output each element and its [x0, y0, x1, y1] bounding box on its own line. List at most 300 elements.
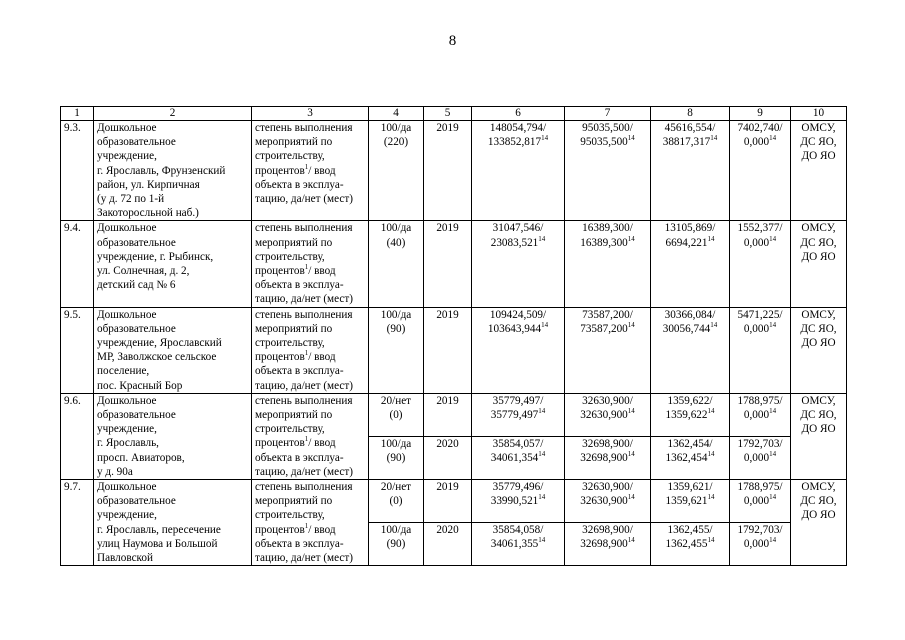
value-text: 38817,317	[662, 136, 711, 149]
value-line	[475, 408, 561, 422]
column-header: 5	[424, 107, 472, 121]
cell-line: Дошкольное	[97, 222, 157, 235]
object-name-cell	[94, 221, 252, 307]
footnote-mark: 1	[304, 349, 309, 358]
cell-line: (у д. 72 по 1-й	[97, 193, 165, 206]
target-cell	[369, 393, 424, 436]
value-text: 34061,355	[490, 538, 539, 551]
value-text: 73587,200	[580, 322, 628, 335]
indicator-line: мероприятий по	[255, 409, 333, 422]
executor-cell	[791, 307, 847, 393]
indicator-line: строительству,	[255, 509, 325, 522]
value-line: 1792,703/	[737, 437, 783, 450]
indicator-line: тацию, да/нет (мест)	[255, 379, 353, 392]
year: 2020	[436, 437, 459, 450]
cell-line: ДС ЯО,	[800, 236, 837, 249]
target-cell	[369, 480, 424, 523]
value-text: 133852,817	[487, 136, 542, 149]
indicator-line	[255, 164, 365, 178]
value-text: 1362,455	[665, 538, 708, 551]
footnote-mark: 14	[627, 493, 635, 502]
value-line: 7402,740/	[737, 122, 783, 134]
indicator-line	[255, 436, 365, 450]
value-line: 95035,500/	[582, 122, 633, 134]
value-cell-c6	[472, 393, 565, 436]
target-cell	[369, 436, 424, 479]
footnote-mark: 14	[710, 320, 718, 329]
footnote-mark: 14	[707, 493, 715, 502]
cell-line: Дошкольное	[97, 308, 157, 321]
cell-line: 100/да	[380, 308, 412, 321]
cell-line: ул. Солнечная, д. 2,	[97, 265, 190, 278]
value-text: 0,000	[743, 136, 770, 149]
cell-line: учреждение, Ярославский	[97, 337, 222, 350]
indicator-cell	[252, 221, 369, 307]
value-text: 32630,900	[580, 495, 628, 508]
value-line	[733, 322, 787, 336]
value-line: 73587,200/	[582, 308, 633, 321]
value-line	[654, 135, 726, 149]
value-cell-c6	[472, 523, 565, 566]
column-header: 10	[791, 107, 847, 121]
target-cell	[369, 307, 424, 393]
indicator-text: процентов	[255, 164, 305, 177]
cell-line: г. Ярославль,	[97, 437, 159, 450]
year: 2019	[436, 308, 459, 321]
column-header: 4	[369, 107, 424, 121]
indicator-text: / ввод	[308, 351, 336, 364]
value-line	[568, 135, 647, 149]
indicator-line: тацию, да/нет (мест)	[255, 552, 353, 565]
footnote-mark: 14	[769, 407, 777, 416]
value-line	[475, 135, 561, 149]
indicator-text: / ввод	[308, 164, 336, 177]
value-line: 16389,300/	[582, 222, 633, 235]
cell-line: поселение,	[97, 365, 150, 378]
indicator-line: степень выполнения	[255, 308, 353, 321]
value-line	[733, 537, 787, 551]
indicator-line: степень выполнения	[255, 222, 353, 235]
cell-line: 100/да	[380, 437, 412, 450]
value-cell-c7	[565, 393, 651, 436]
value-line: 1362,455/	[667, 524, 713, 537]
row-number: 9.6.	[64, 394, 81, 407]
indicator-line: объекта в эксплуа-	[255, 279, 344, 292]
executor-cell	[791, 121, 847, 221]
table-row	[61, 307, 847, 393]
value-cell-c9	[730, 393, 791, 436]
value-cell-c9	[730, 221, 791, 307]
value-text: 23083,521	[490, 236, 539, 249]
value-text: 30056,744	[662, 322, 711, 335]
indicator-text: процентов	[255, 351, 305, 364]
table-row	[61, 121, 847, 221]
value-line: 1362,454/	[667, 437, 713, 450]
cell-line: район, ул. Кирпичная	[97, 178, 200, 191]
cell-line: (40)	[386, 236, 406, 249]
executor-cell	[791, 393, 847, 479]
value-line: 45616,554/	[664, 122, 716, 134]
executor-cell	[791, 221, 847, 307]
value-line	[475, 451, 561, 465]
value-cell-c8	[651, 480, 730, 523]
value-line	[654, 494, 726, 508]
value-line: 148054,794/	[489, 122, 547, 134]
cell-line: образовательное	[97, 136, 176, 149]
cell-line: Дошкольное	[97, 122, 157, 134]
column-header: 2	[94, 107, 252, 121]
cell-line: образовательное	[97, 409, 176, 422]
indicator-text: процентов	[255, 265, 305, 278]
cell-line: просп. Авиаторов,	[97, 451, 185, 464]
indicator-cell	[252, 393, 369, 479]
cell-line: образовательное	[97, 322, 176, 335]
footnote-mark: 14	[627, 134, 635, 143]
program-table	[60, 106, 847, 566]
row-number: 9.4.	[64, 222, 81, 235]
value-text: 35779,497	[490, 409, 539, 422]
cell-line: 20/нет	[380, 481, 412, 494]
cell-line: (0)	[389, 495, 403, 508]
indicator-line	[255, 523, 365, 537]
value-line	[733, 494, 787, 508]
value-line	[475, 236, 561, 250]
cell-line: г. Ярославль, пересечение	[97, 523, 221, 536]
value-cell-c9	[730, 307, 791, 393]
value-cell-c6	[472, 221, 565, 307]
value-text: 1362,454	[665, 452, 708, 465]
column-number-row	[61, 107, 847, 121]
value-cell-c8	[651, 307, 730, 393]
footnote-mark: 14	[710, 134, 718, 143]
value-cell-c7	[565, 221, 651, 307]
value-text: 34061,354	[490, 452, 539, 465]
column-header: 3	[252, 107, 369, 121]
indicator-line: тацию, да/нет (мест)	[255, 293, 353, 306]
year-cell	[424, 307, 472, 393]
value-cell-c8	[651, 221, 730, 307]
value-line: 109424,509/	[489, 308, 547, 321]
value-cell-c6	[472, 480, 565, 523]
footnote-mark: 14	[538, 407, 546, 416]
indicator-line	[255, 264, 365, 278]
indicator-text: / ввод	[308, 437, 336, 450]
target-cell	[369, 121, 424, 221]
indicator-cell	[252, 307, 369, 393]
value-cell-c8	[651, 436, 730, 479]
value-cell-c7	[565, 436, 651, 479]
column-header: 8	[651, 107, 730, 121]
footnote-mark: 14	[627, 407, 635, 416]
value-line: 32698,900/	[582, 524, 633, 537]
cell-line: ОМСУ,	[801, 122, 836, 134]
indicator-cell	[252, 121, 369, 221]
footnote-mark: 14	[769, 234, 777, 243]
cell-line: детский сад № 6	[97, 279, 176, 292]
footnote-mark: 14	[769, 536, 777, 545]
value-text: 0,000	[743, 452, 770, 465]
footnote-mark: 14	[707, 450, 715, 459]
footnote-mark: 1	[304, 435, 309, 444]
cell-line: улиц Наумова и Большой	[97, 537, 218, 550]
indicator-line: степень выполнения	[255, 122, 353, 134]
indicator-line: мероприятий по	[255, 495, 333, 508]
cell-line: МР, Заволжское сельское	[97, 351, 217, 364]
value-line: 30366,084/	[664, 308, 716, 321]
cell-line: Дошкольное	[97, 481, 157, 494]
cell-line: учреждение, г. Рыбинск,	[97, 250, 214, 263]
cell-line: (220)	[383, 136, 409, 149]
value-line	[568, 408, 647, 422]
footnote-mark: 14	[538, 536, 546, 545]
year-cell	[424, 121, 472, 221]
column-header: 9	[730, 107, 791, 121]
cell-line: ДО ЯО	[801, 509, 836, 522]
cell-line: (0)	[389, 409, 403, 422]
value-text: 103643,944	[487, 322, 542, 335]
value-line	[654, 451, 726, 465]
cell-line: ДО ЯО	[801, 337, 836, 350]
value-cell-c9	[730, 121, 791, 221]
value-cell-c8	[651, 523, 730, 566]
footnote-mark: 14	[769, 493, 777, 502]
column-header: 7	[565, 107, 651, 121]
value-line	[475, 537, 561, 551]
value-line: 35854,057/	[492, 437, 544, 450]
cell-line: (90)	[386, 452, 406, 465]
indicator-line: тацию, да/нет (мест)	[255, 465, 353, 478]
value-line	[654, 322, 726, 336]
indicator-line: объекта в эксплуа-	[255, 537, 344, 550]
year-cell	[424, 393, 472, 436]
value-line	[475, 494, 561, 508]
value-line: 32698,900/	[582, 437, 633, 450]
footnote-mark: 14	[627, 234, 635, 243]
page-number: 8	[448, 33, 457, 49]
value-line	[654, 408, 726, 422]
footnote-mark: 1	[304, 521, 309, 530]
value-line	[475, 322, 561, 336]
value-cell-c8	[651, 393, 730, 436]
footnote-mark: 14	[627, 450, 635, 459]
value-cell-c6	[472, 436, 565, 479]
value-cell-c9	[730, 523, 791, 566]
value-line: 1552,377/	[737, 222, 783, 235]
cell-line: ДС ЯО,	[800, 136, 837, 149]
footnote-mark: 14	[769, 134, 777, 143]
value-line	[654, 537, 726, 551]
cell-line: 20/нет	[380, 394, 412, 407]
cell-line: учреждение,	[97, 150, 157, 163]
indicator-text: процентов	[255, 437, 305, 450]
cell-line: ДС ЯО,	[800, 409, 837, 422]
object-name-cell	[94, 480, 252, 566]
value-line: 1359,622/	[667, 394, 713, 407]
indicator-line: строительству,	[255, 337, 325, 350]
value-text: 0,000	[743, 236, 770, 249]
value-text: 32698,900	[580, 538, 628, 551]
value-line: 1788,975/	[737, 394, 783, 407]
value-line: 35854,058/	[492, 524, 544, 537]
cell-line: Дошкольное	[97, 394, 157, 407]
table-row	[61, 393, 847, 436]
value-cell-c9	[730, 480, 791, 523]
cell-line: ОМСУ,	[801, 308, 836, 321]
value-cell-c8	[651, 121, 730, 221]
year-cell	[424, 221, 472, 307]
year: 2020	[436, 524, 459, 537]
cell-line: 100/да	[380, 222, 412, 235]
cell-line: ОМСУ,	[801, 222, 836, 235]
indicator-line: объекта в эксплуа-	[255, 178, 344, 191]
cell-line: образовательное	[97, 495, 176, 508]
value-text: 32698,900	[580, 452, 628, 465]
value-text: 0,000	[743, 538, 770, 551]
value-line	[568, 322, 647, 336]
row-number-cell	[61, 307, 94, 393]
value-line	[733, 451, 787, 465]
indicator-line: мероприятий по	[255, 236, 333, 249]
value-text: 1359,621	[665, 495, 708, 508]
row-number: 9.5.	[64, 308, 81, 321]
value-text: 32630,900	[580, 409, 628, 422]
value-cell-c7	[565, 307, 651, 393]
row-number-cell	[61, 480, 94, 566]
footnote-mark: 14	[707, 234, 715, 243]
cell-line: учреждение,	[97, 423, 157, 436]
value-cell-c9	[730, 436, 791, 479]
footnote-mark: 14	[538, 493, 546, 502]
cell-line: учреждение,	[97, 509, 157, 522]
row-number-cell	[61, 221, 94, 307]
value-line: 5471,225/	[737, 308, 783, 321]
indicator-text: процентов	[255, 523, 305, 536]
indicator-line: тацию, да/нет (мест)	[255, 193, 353, 206]
year: 2019	[436, 122, 459, 134]
cell-line: Закоторосльной наб.)	[97, 207, 199, 220]
cell-line: 100/да	[380, 524, 412, 537]
value-line	[568, 451, 647, 465]
cell-line: образовательное	[97, 236, 176, 249]
value-line: 32630,900/	[582, 394, 633, 407]
value-cell-c7	[565, 480, 651, 523]
indicator-text: / ввод	[308, 523, 336, 536]
value-line	[654, 236, 726, 250]
value-line: 32630,900/	[582, 481, 633, 494]
indicator-line	[255, 350, 365, 364]
year: 2019	[436, 394, 459, 407]
row-number-cell	[61, 393, 94, 479]
indicator-line: степень выполнения	[255, 394, 353, 407]
indicator-line: мероприятий по	[255, 322, 333, 335]
value-cell-c6	[472, 121, 565, 221]
value-text: 33990,521	[490, 495, 539, 508]
indicator-line: строительству,	[255, 250, 325, 263]
value-text: 0,000	[743, 495, 770, 508]
value-line: 31047,546/	[492, 222, 544, 235]
indicator-line: степень выполнения	[255, 481, 353, 494]
value-cell-c7	[565, 121, 651, 221]
row-number: 9.3.	[64, 122, 81, 134]
cell-line: ДО ЯО	[801, 150, 836, 163]
indicator-text: / ввод	[308, 265, 336, 278]
cell-line: ДО ЯО	[801, 250, 836, 263]
target-cell	[369, 221, 424, 307]
year-cell	[424, 523, 472, 566]
column-header: 1	[61, 107, 94, 121]
value-line: 13105,869/	[664, 222, 716, 235]
cell-line: ДС ЯО,	[800, 495, 837, 508]
object-name-cell	[94, 121, 252, 221]
footnote-mark: 14	[769, 450, 777, 459]
value-line: 35779,496/	[492, 481, 544, 494]
value-line	[568, 494, 647, 508]
year: 2019	[436, 481, 459, 494]
value-text: 95035,500	[580, 136, 628, 149]
column-header: 6	[472, 107, 565, 121]
value-text: 0,000	[743, 409, 770, 422]
footnote-mark: 1	[304, 263, 309, 272]
indicator-line: строительству,	[255, 423, 325, 436]
table-row	[61, 221, 847, 307]
row-number: 9.7.	[64, 481, 81, 494]
cell-line: ДС ЯО,	[800, 322, 837, 335]
footnote-mark: 14	[627, 320, 635, 329]
cell-line: г. Ярославль, Фрунзенский	[97, 164, 226, 177]
value-line	[733, 408, 787, 422]
year-cell	[424, 480, 472, 523]
value-line	[733, 135, 787, 149]
value-text: 6694,221	[665, 236, 708, 249]
value-line: 1792,703/	[737, 524, 783, 537]
cell-line: ОМСУ,	[801, 481, 836, 494]
table-row	[61, 480, 847, 523]
year: 2019	[436, 222, 459, 235]
row-number-cell	[61, 121, 94, 221]
footnote-mark: 14	[541, 134, 549, 143]
footnote-mark: 14	[538, 234, 546, 243]
value-text: 1359,622	[665, 409, 708, 422]
cell-line: (90)	[386, 322, 406, 335]
indicator-line: объекта в эксплуа-	[255, 451, 344, 464]
cell-line: Павловской	[97, 552, 153, 565]
value-text: 0,000	[743, 322, 770, 335]
footnote-mark: 14	[541, 320, 549, 329]
cell-line: у д. 90а	[97, 465, 133, 478]
value-cell-c7	[565, 523, 651, 566]
value-line	[568, 236, 647, 250]
value-line	[733, 236, 787, 250]
object-name-cell	[94, 307, 252, 393]
value-line	[568, 537, 647, 551]
value-line: 1788,975/	[737, 481, 783, 494]
cell-line: (90)	[386, 538, 406, 551]
indicator-cell	[252, 480, 369, 566]
executor-cell	[791, 480, 847, 566]
footnote-mark: 14	[769, 320, 777, 329]
indicator-line: мероприятий по	[255, 136, 333, 149]
footnote-mark: 14	[707, 536, 715, 545]
indicator-line: строительству,	[255, 150, 325, 163]
indicator-line: объекта в эксплуа-	[255, 365, 344, 378]
value-text: 16389,300	[580, 236, 628, 249]
footnote-mark: 14	[627, 536, 635, 545]
footnote-mark: 1	[304, 162, 309, 171]
cell-line: пос. Красный Бор	[97, 379, 183, 392]
year-cell	[424, 436, 472, 479]
value-line: 35779,497/	[492, 394, 544, 407]
target-cell	[369, 523, 424, 566]
